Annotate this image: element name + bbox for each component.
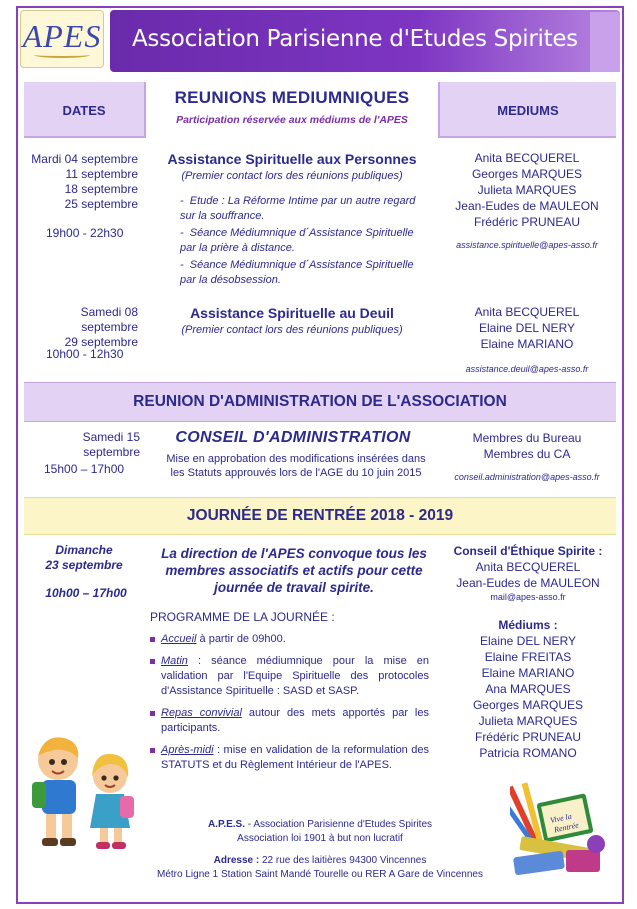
journee-mediums: [440, 617, 616, 761]
footer-address-value: 22 rue des laitières 94300 Vincennes: [259, 855, 427, 866]
logo-underline: [34, 52, 90, 58]
programme-list: [150, 632, 438, 773]
board-text-2: Rentrée: [553, 820, 580, 835]
ad-mediums: [440, 304, 614, 352]
journee-date-date: 23 septembre: [45, 558, 123, 572]
corner-decoration: [590, 12, 620, 72]
ad-title: Assistance Spirituelle au Deuil: [190, 305, 394, 321]
programme-title: PROGRAMME DE LA JOURNÉE :: [150, 610, 335, 624]
bullet-square-icon: [150, 748, 155, 753]
school-supplies-illustration: [510, 780, 610, 878]
admin-time: 15h00 – 17h00: [44, 462, 125, 476]
ad-medium-1: Anita BECQUEREL: [474, 305, 580, 319]
ethique-email[interactable]: mail@apes-asso.fr: [490, 592, 566, 602]
admin-member-1: Membres du Bureau: [472, 431, 582, 445]
journee-band: JOURNÉE DE RENTRÉE 2018 - 2019: [24, 497, 616, 535]
ap-date-1: Mardi 04 septembre: [31, 152, 138, 166]
ap-bullets: [180, 194, 430, 288]
ap-dates: [24, 152, 138, 212]
journee-time: 10h00 – 17h00: [45, 586, 127, 600]
apes-logo: [20, 10, 104, 68]
journee-medium-3: Elaine MARIANO: [481, 666, 575, 680]
footer-org: [150, 818, 490, 831]
col-reunions-title: REUNIONS MEDIUMNIQUES: [174, 88, 410, 107]
ap-medium-3: Julieta MARQUES: [477, 183, 577, 197]
ethique-title: Conseil d'Éthique Spirite :: [453, 544, 603, 558]
ethique-member-1: Anita BECQUEREL: [475, 560, 581, 574]
ethique-member-2: Jean-Eudes de MAULEON: [456, 576, 600, 590]
ad-time: 10h00 - 12h30: [46, 347, 124, 361]
journee-medium-7: Frédéric PRUNEAU: [474, 730, 582, 744]
ap-date-2: 11 septembre: [65, 167, 138, 181]
journee-intro: La direction de l'APES convoque tous les membres associatifs et actifs pour cette journée de travail spirite.: [161, 546, 427, 595]
admin-member-2: Membres du CA: [483, 447, 571, 461]
bullet-square-icon: [150, 637, 155, 642]
col-mediums: MEDIUMS: [497, 102, 559, 118]
journee-medium-8: Patricia ROMANO: [479, 746, 577, 760]
col-reunions-note: Participation réservée aux médiums de l'APES: [176, 114, 408, 126]
ad-email[interactable]: assistance.deuil@apes-asso.fr: [465, 364, 589, 374]
bullet-square-icon: [150, 711, 155, 716]
programme-item-matin: Matin : séance médiumnique pour la mise en validation par l'Equipe Spirituelle des protocoles d'Assistance Spirituelle : SASD et SASP.: [150, 654, 438, 699]
ap-medium-4: Jean-Eudes de MAULEON: [455, 199, 599, 213]
programme-item-accueil: Accueil à partir de 09h00.: [150, 632, 438, 647]
ap-email[interactable]: assistance.spirituelle@apes-asso.fr: [456, 240, 598, 250]
journee-medium-2: Elaine FREITAS: [484, 650, 572, 664]
footer-address: [130, 854, 510, 867]
ap-bullet-3: - Séance Médiumnique d´Assistance Spirituelle par la désobsession.: [180, 259, 414, 286]
journee-medium-1: Elaine DEL NERY: [479, 634, 577, 648]
journee-medium-4: Ana MARQUES: [485, 682, 571, 696]
admin-band: REUNION D'ADMINISTRATION DE L'ASSOCIATION: [24, 382, 616, 422]
programme-item-apres-midi: Après-midi : mise en validation de la reformulation des STATUTS et du Règlement Intérieur de l'APES.: [150, 743, 438, 773]
ethique-block: [440, 543, 616, 591]
journee-date-day: Dimanche: [55, 543, 113, 557]
footer-org-abbr: A.P.E.S.: [207, 819, 246, 830]
ap-medium-1: Anita BECQUEREL: [474, 151, 580, 165]
admin-title: CONSEIL D'ADMINISTRATION: [175, 429, 411, 446]
ap-bullet-2: - Séance Médiumnique d´Assistance Spirituelle par la prière à distance.: [180, 227, 414, 254]
ap-medium-2: Georges MARQUES: [471, 167, 583, 181]
board-text-1: Vive la: [549, 811, 573, 826]
ad-date-2: 29 septembre: [64, 335, 138, 349]
title-banner: [110, 10, 620, 72]
journee-mediums-title: Médiums :: [498, 618, 558, 632]
bullet-square-icon: [150, 659, 155, 664]
admin-date: Samedi 15 septembre: [82, 430, 140, 459]
ad-medium-3: Elaine MARIANO: [480, 337, 574, 351]
journee-date: [24, 543, 144, 573]
ad-note: (Premier contact lors des réunions publiques): [181, 324, 403, 336]
ad-medium-2: Elaine DEL NERY: [478, 321, 576, 335]
programme-item-repas: Repas convivial autour des mets apportés par les participants.: [150, 706, 438, 736]
ap-title: Assistance Spirituelle aux Personnes: [167, 151, 417, 167]
ap-time: 19h00 - 22h30: [46, 226, 124, 240]
footer-org-name: - Association Parisienne d'Etudes Spirites: [245, 819, 433, 830]
footer-transport: Métro Ligne 1 Station Saint Mandé Tourelle ou RER A Gare de Vincennes: [157, 869, 483, 880]
footer-legal: Association loi 1901 à but non lucratif: [237, 833, 403, 844]
page-title: Association Parisienne d'Etudes Spirites: [132, 26, 578, 52]
ap-note: (Premier contact lors des réunions publiques): [181, 170, 403, 182]
ap-mediums: [440, 150, 614, 230]
table-header: [24, 82, 616, 138]
ap-date-3: 18 septembre: [64, 182, 138, 196]
ap-bullet-1: - Etude : La Réforme Intime par un autre regard sur la souffrance.: [180, 195, 416, 222]
ap-date-4: 25 septembre: [64, 197, 138, 211]
journee-medium-5: Georges MARQUES: [472, 698, 584, 712]
ad-dates: [24, 305, 138, 350]
col-dates: DATES: [62, 102, 106, 118]
journee-medium-6: Julieta MARQUES: [478, 714, 578, 728]
children-illustration: [24, 726, 142, 854]
ap-medium-5: Frédéric PRUNEAU: [473, 215, 581, 229]
ad-date-1: Samedi 08 septembre: [80, 305, 138, 334]
col-reunions: [144, 82, 440, 138]
logo-text: APES: [22, 18, 102, 54]
admin-note: Mise en approbation des modifications insérées dans les Statuts approuvés lors de l'AGE du 10 juin 2015: [166, 453, 426, 479]
admin-email[interactable]: conseil.administration@apes-asso.fr: [454, 472, 600, 482]
admin-members: [440, 430, 614, 462]
footer-address-label: Adresse :: [213, 855, 260, 866]
